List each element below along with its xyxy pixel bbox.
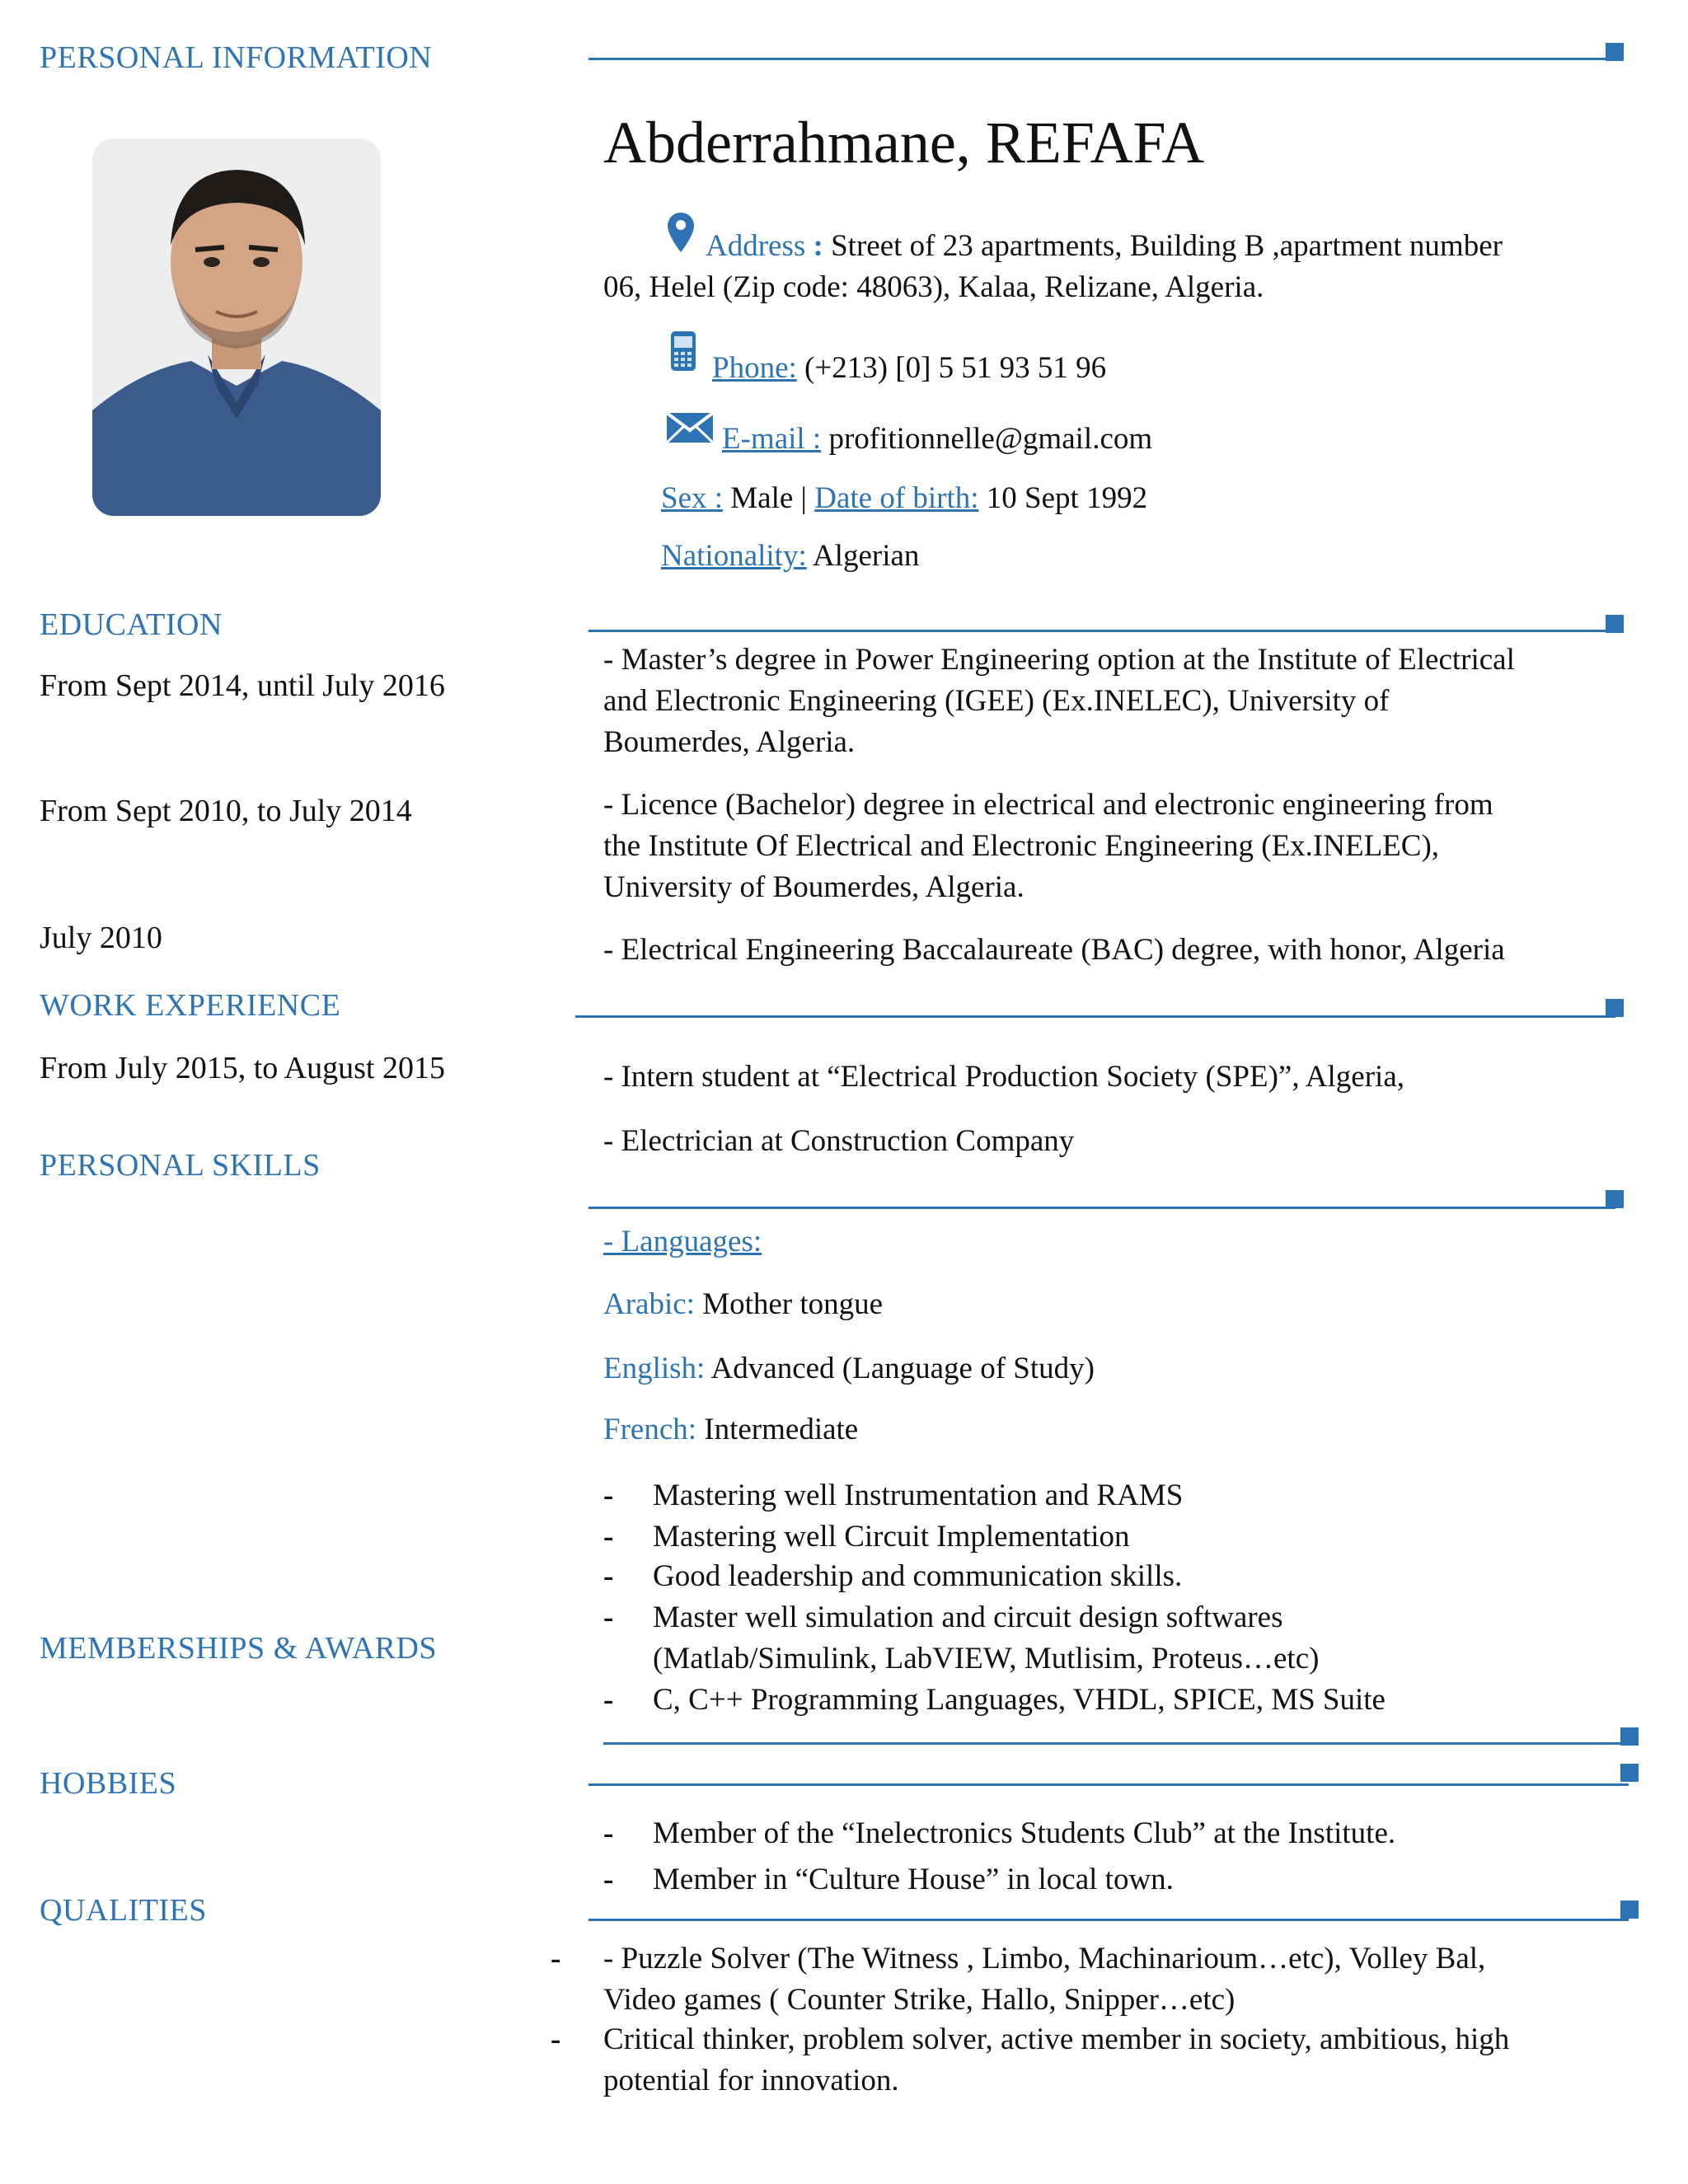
language-level: Advanced (Language of Study) bbox=[705, 1352, 1095, 1385]
section-divider bbox=[588, 1783, 1629, 1786]
email-row bbox=[722, 419, 1152, 460]
sex-label: Sex : bbox=[661, 481, 724, 515]
education-item-master bbox=[603, 640, 1515, 763]
skill-text: Good leadership and communication skills. bbox=[653, 1559, 1183, 1593]
nationality-value: Algerian bbox=[806, 539, 920, 573]
quality-item bbox=[603, 2019, 1509, 2102]
sex-dob-row bbox=[661, 478, 1147, 519]
section-heading-education: EDUCATION bbox=[40, 607, 223, 642]
education-item-bac: - Electrical Engineering Baccalaureate (BAC) degree, with honor, Algeria bbox=[603, 933, 1505, 967]
quality-line: potential for innovation. bbox=[603, 2064, 899, 2097]
education-item-line: and Electronic Engineering (IGEE) (Ex.INELEC), University of bbox=[603, 684, 1390, 718]
bullet-dash: - bbox=[603, 1863, 614, 1896]
section-divider bbox=[603, 1742, 1632, 1745]
skill-text: Mastering well Circuit Implementation bbox=[653, 1520, 1130, 1554]
language-level: Mother tongue bbox=[694, 1287, 884, 1321]
divider-marker bbox=[1606, 999, 1624, 1017]
divider-marker bbox=[1620, 1727, 1639, 1746]
quality-line: Video games ( Counter Strike, Hallo, Snipper…etc) bbox=[603, 1983, 1236, 2017]
nationality-row bbox=[661, 536, 919, 577]
section-heading-hobbies: HOBBIES bbox=[40, 1766, 177, 1801]
section-divider bbox=[588, 1919, 1629, 1921]
skill-text: Mastering well Instrumentation and RAMS bbox=[653, 1479, 1184, 1512]
phone-value: (+213) [0] 5 51 93 51 96 bbox=[796, 351, 1107, 385]
address-value-line-1: Street of 23 apartments, Building B ,apartment number bbox=[831, 229, 1503, 263]
address-line-1 bbox=[706, 226, 1503, 267]
sex-value: Male | bbox=[723, 481, 815, 515]
membership-text: Member of the “Inelectronics Students Club” at the Institute. bbox=[653, 1816, 1396, 1850]
skill-text: Master well simulation and circuit design softwares bbox=[653, 1601, 1283, 1634]
section-divider bbox=[588, 630, 1615, 632]
skill-text: C, C++ Programming Languages, VHDL, SPICE, MS Suite bbox=[653, 1683, 1386, 1717]
profile-photo-illustration bbox=[92, 138, 381, 516]
language-french bbox=[603, 1409, 858, 1451]
section-divider bbox=[588, 1207, 1615, 1209]
email-label[interactable]: E-mail : bbox=[722, 422, 822, 456]
section-heading-personal-skills: PERSONAL SKILLS bbox=[40, 1148, 321, 1183]
bullet-dash: - bbox=[603, 1479, 614, 1512]
envelope-icon bbox=[666, 412, 714, 443]
bullet-dash: - bbox=[603, 1559, 614, 1593]
quality-line: - Puzzle Solver (The Witness , Limbo, Machinarioum…etc), Volley Bal, bbox=[603, 1942, 1486, 1975]
quality-line: Critical thinker, problem solver, active member in society, ambitious, high bbox=[603, 2022, 1510, 2056]
section-heading-memberships-awards: MEMBERSHIPS & AWARDS bbox=[40, 1631, 438, 1666]
education-date: From Sept 2014, until July 2016 bbox=[40, 668, 445, 703]
divider-marker bbox=[1606, 615, 1624, 633]
bullet-dash: - bbox=[603, 1601, 614, 1634]
education-item-line: - Master’s degree in Power Engineering option at the Institute of Electrical bbox=[603, 643, 1515, 677]
education-date: July 2010 bbox=[40, 921, 162, 955]
phone-label: Phone: bbox=[712, 351, 797, 385]
quality-item bbox=[603, 1938, 1485, 2021]
membership-text: Member in “Culture House” in local town. bbox=[653, 1863, 1174, 1896]
section-heading-personal-information: PERSONAL INFORMATION bbox=[40, 40, 433, 75]
language-label: French: bbox=[603, 1413, 697, 1446]
divider-marker bbox=[1606, 43, 1624, 61]
language-arabic bbox=[603, 1284, 883, 1325]
languages-title: - Languages: bbox=[603, 1225, 762, 1258]
candidate-name: Abderrahmane, REFAFA bbox=[603, 110, 1205, 176]
bullet-dash: - bbox=[551, 1942, 561, 1975]
section-divider bbox=[575, 1015, 1615, 1018]
work-date: From July 2015, to August 2015 bbox=[40, 1051, 445, 1085]
bullet-dash: - bbox=[603, 1816, 614, 1850]
phone-row bbox=[712, 348, 1106, 389]
language-level: Intermediate bbox=[696, 1413, 859, 1446]
education-item-licence bbox=[603, 785, 1493, 908]
education-date: From Sept 2010, to July 2014 bbox=[40, 794, 412, 828]
dob-value: 10 Sept 1992 bbox=[978, 481, 1148, 515]
skill-text: (Matlab/Simulink, LabVIEW, Mutlisim, Proteus…etc) bbox=[653, 1642, 1320, 1675]
section-divider bbox=[588, 58, 1615, 60]
profile-photo bbox=[92, 138, 381, 516]
bullet-dash: - bbox=[603, 1683, 614, 1717]
education-item-line: University of Boumerdes, Algeria. bbox=[603, 870, 1025, 904]
phone-icon bbox=[669, 330, 697, 373]
language-english bbox=[603, 1348, 1095, 1390]
section-heading-qualities: QUALITIES bbox=[40, 1893, 207, 1928]
map-pin-icon bbox=[666, 211, 696, 254]
language-label: Arabic: bbox=[603, 1287, 695, 1321]
bullet-dash: - bbox=[603, 1520, 614, 1554]
work-item: - Intern student at “Electrical Production Society (SPE)”, Algeria, bbox=[603, 1060, 1404, 1094]
nationality-label: Nationality: bbox=[661, 539, 807, 573]
section-heading-work-experience: WORK EXPERIENCE bbox=[40, 988, 341, 1023]
divider-marker bbox=[1606, 1190, 1624, 1208]
address-value-line-2: 06, Helel (Zip code: 48063), Kalaa, Relizane, Algeria. bbox=[603, 270, 1264, 304]
divider-marker bbox=[1620, 1764, 1639, 1782]
divider-marker bbox=[1620, 1900, 1639, 1919]
address-separator: : bbox=[805, 229, 832, 263]
education-item-line: Boumerdes, Algeria. bbox=[603, 725, 856, 759]
education-item-line: the Institute Of Electrical and Electronic Engineering (Ex.INELEC), bbox=[603, 829, 1440, 863]
language-label: English: bbox=[603, 1352, 706, 1385]
education-item-line: - Licence (Bachelor) degree in electrical and electronic engineering from bbox=[603, 788, 1493, 822]
bullet-dash: - bbox=[551, 2022, 561, 2056]
dob-label: Date of birth: bbox=[814, 481, 979, 515]
address-label: Address bbox=[706, 229, 806, 263]
email-value[interactable]: profitionnelle@gmail.com bbox=[821, 422, 1153, 456]
work-item: - Electrician at Construction Company bbox=[603, 1124, 1075, 1158]
